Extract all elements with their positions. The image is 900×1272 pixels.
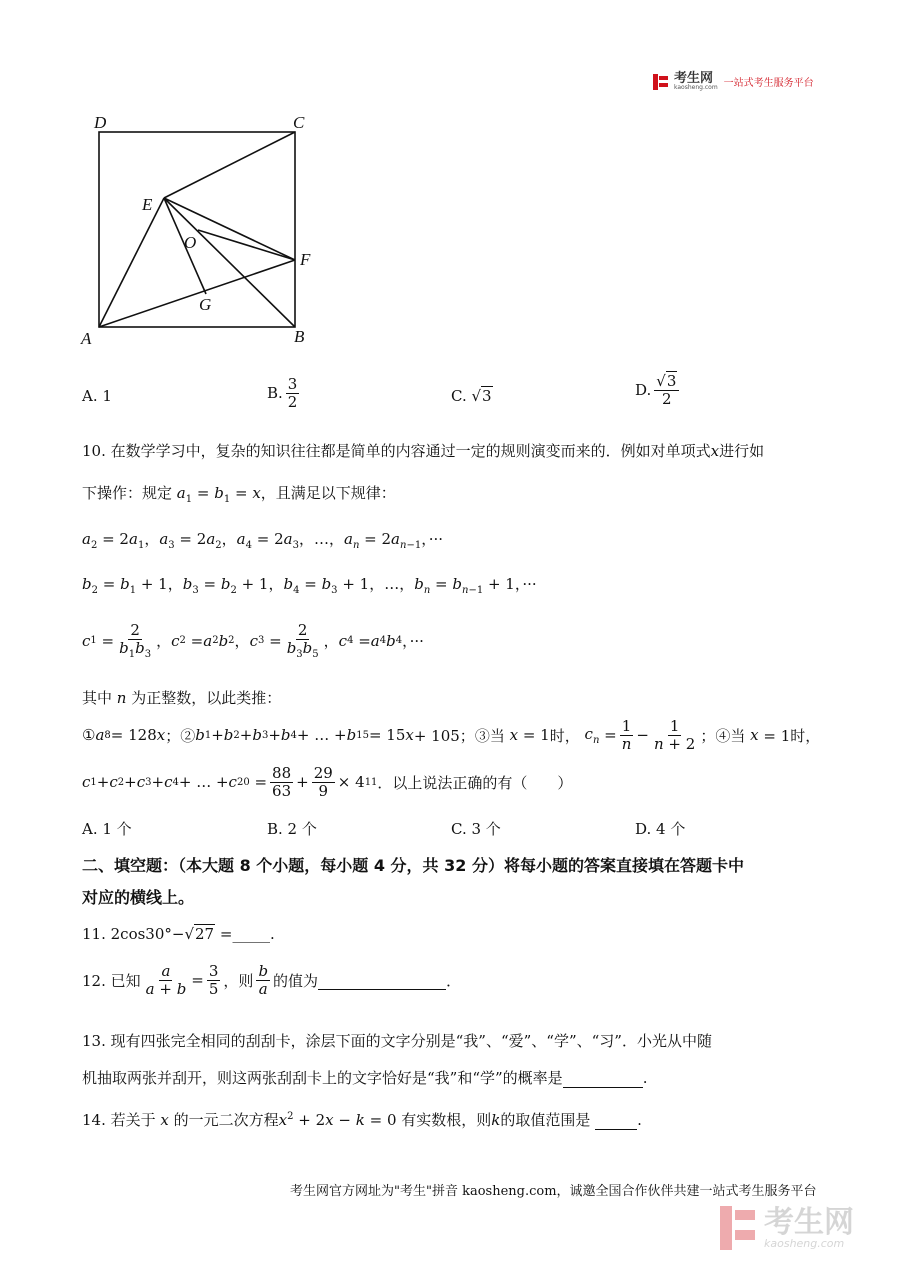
watermark-logo-icon (718, 1204, 758, 1252)
label-o: O (184, 233, 197, 252)
geometry-figure (78, 110, 328, 350)
label-c: C (293, 113, 305, 132)
kaosheng-logo-icon (652, 73, 670, 91)
watermark-sub: kaosheng.com (764, 1236, 845, 1250)
q10-option-b: B. 2 个 (267, 820, 317, 838)
footer-watermark (718, 1204, 854, 1252)
segment-ec (164, 132, 295, 198)
footer-text: 考生网官方网址为"考生"拼音 kaosheng.com，诚邀全国合作伙伴共建一站式考生服务平台 (290, 1184, 817, 1199)
q9-option-c: C. √3 (451, 387, 492, 405)
label-g: G (199, 295, 212, 314)
q10-rule-c: c 1 = $\frac{2}{b_1b_3}$ ， c 2 = a 2 b 2 ， c 3 = $\frac{2}{b_3b_5}$ ， c 4 = a 4 b 4 ，··· (82, 621, 424, 660)
q10-line1: 10. 在数学学习中，复杂的知识往往都是简单的内容通过一定的规则演变而来的．例如对单项式x进行如 (82, 442, 765, 460)
q10-option-c: C. 3 个 (451, 820, 501, 838)
label-b: B (294, 327, 305, 346)
q12: 12. 已知 $\frac{a}{a + b}$ = $\frac{3}{5}$ ，则 $\frac{b}{a}$ 的值为 ． (82, 962, 462, 998)
q10-line2: 下操作：规定 $a_1 = b_1 = x$，且满足以下规律： (82, 484, 396, 505)
label-d: D (94, 113, 107, 132)
q10-rule-a: $a_2 = 2a_1$，$a_3 = 2a_2$，$a_4 = 2a_3$，…，$a_n = 2a_{n-1}$，··· (82, 530, 444, 551)
q10-sum: c 1 + c 2 + c 3 + c 4 + … + c 20 = $\frac{88}{63}$ + $\frac{29}{9}$ × 4 11 ．以上说法正确的有（ ） (82, 764, 573, 800)
segment-eb (164, 198, 295, 327)
q10-option-d: D. 4 个 (635, 820, 686, 838)
label-a: A (81, 329, 92, 348)
watermark-text: 考生网 (764, 1204, 854, 1240)
q14: 14. 若关于 x 的一元二次方程$x^2 + 2x - k = 0$ 有实数根，则k的取值范围是 . (82, 1111, 642, 1129)
q9-option-b: B. $\frac{3}{2}$ (267, 375, 298, 411)
q10-rule-b: $b_2 = b_1 + 1$，$b_3 = b_2 + 1$，$b_4 = b_3 + 1$，…，$b_n = b_{n-1} + 1$，··· (82, 575, 537, 596)
q11: 11. 2cos30°−√27 =_____. (82, 925, 275, 943)
q9-option-a: A. 1 (82, 387, 112, 405)
logo-sub: kaosheng.com (674, 84, 718, 91)
header-slogan: 一站式考生服务平台 (723, 78, 814, 89)
q9-option-d: D. $\frac{√3}{2}$ (635, 373, 682, 407)
q10-statements: ① a 8 = 128 x ；② b 1 + b 2 + b 3 + b 4 + … + b 15 = 15 x + 105； ③当 x = 1 时， $c_n$ = $\frac{1}{n}$ − $\frac{1}{n + 2}$ ； ④当 x = 1时， (82, 717, 821, 753)
section2-heading-line1: 二、填空题：（本大题 8 个小题，每小题 4 分，共 32 分）将每小题的答案直接填在答题卡中 (82, 856, 744, 875)
q13-line1: 13. 现有四张完全相同的刮刮卡，涂层下面的文字分别是“我”、“爱”、“学”、“习”．小光从中随 (82, 1032, 712, 1050)
q13-line2: 机抽取两张并刮开，则这两张刮刮卡上的文字恰好是“我”和“学”的概率是 . (82, 1069, 648, 1087)
label-e: E (142, 195, 153, 214)
header-logo (652, 72, 814, 91)
q10-option-a: A. 1 个 (82, 820, 132, 838)
label-f: F (300, 250, 311, 269)
q10-infer: 其中 n 为正整数，以此类推： (82, 689, 282, 707)
section2-heading-line2: 对应的横线上。 (82, 888, 195, 907)
logo-text: 考生网 (674, 71, 714, 86)
